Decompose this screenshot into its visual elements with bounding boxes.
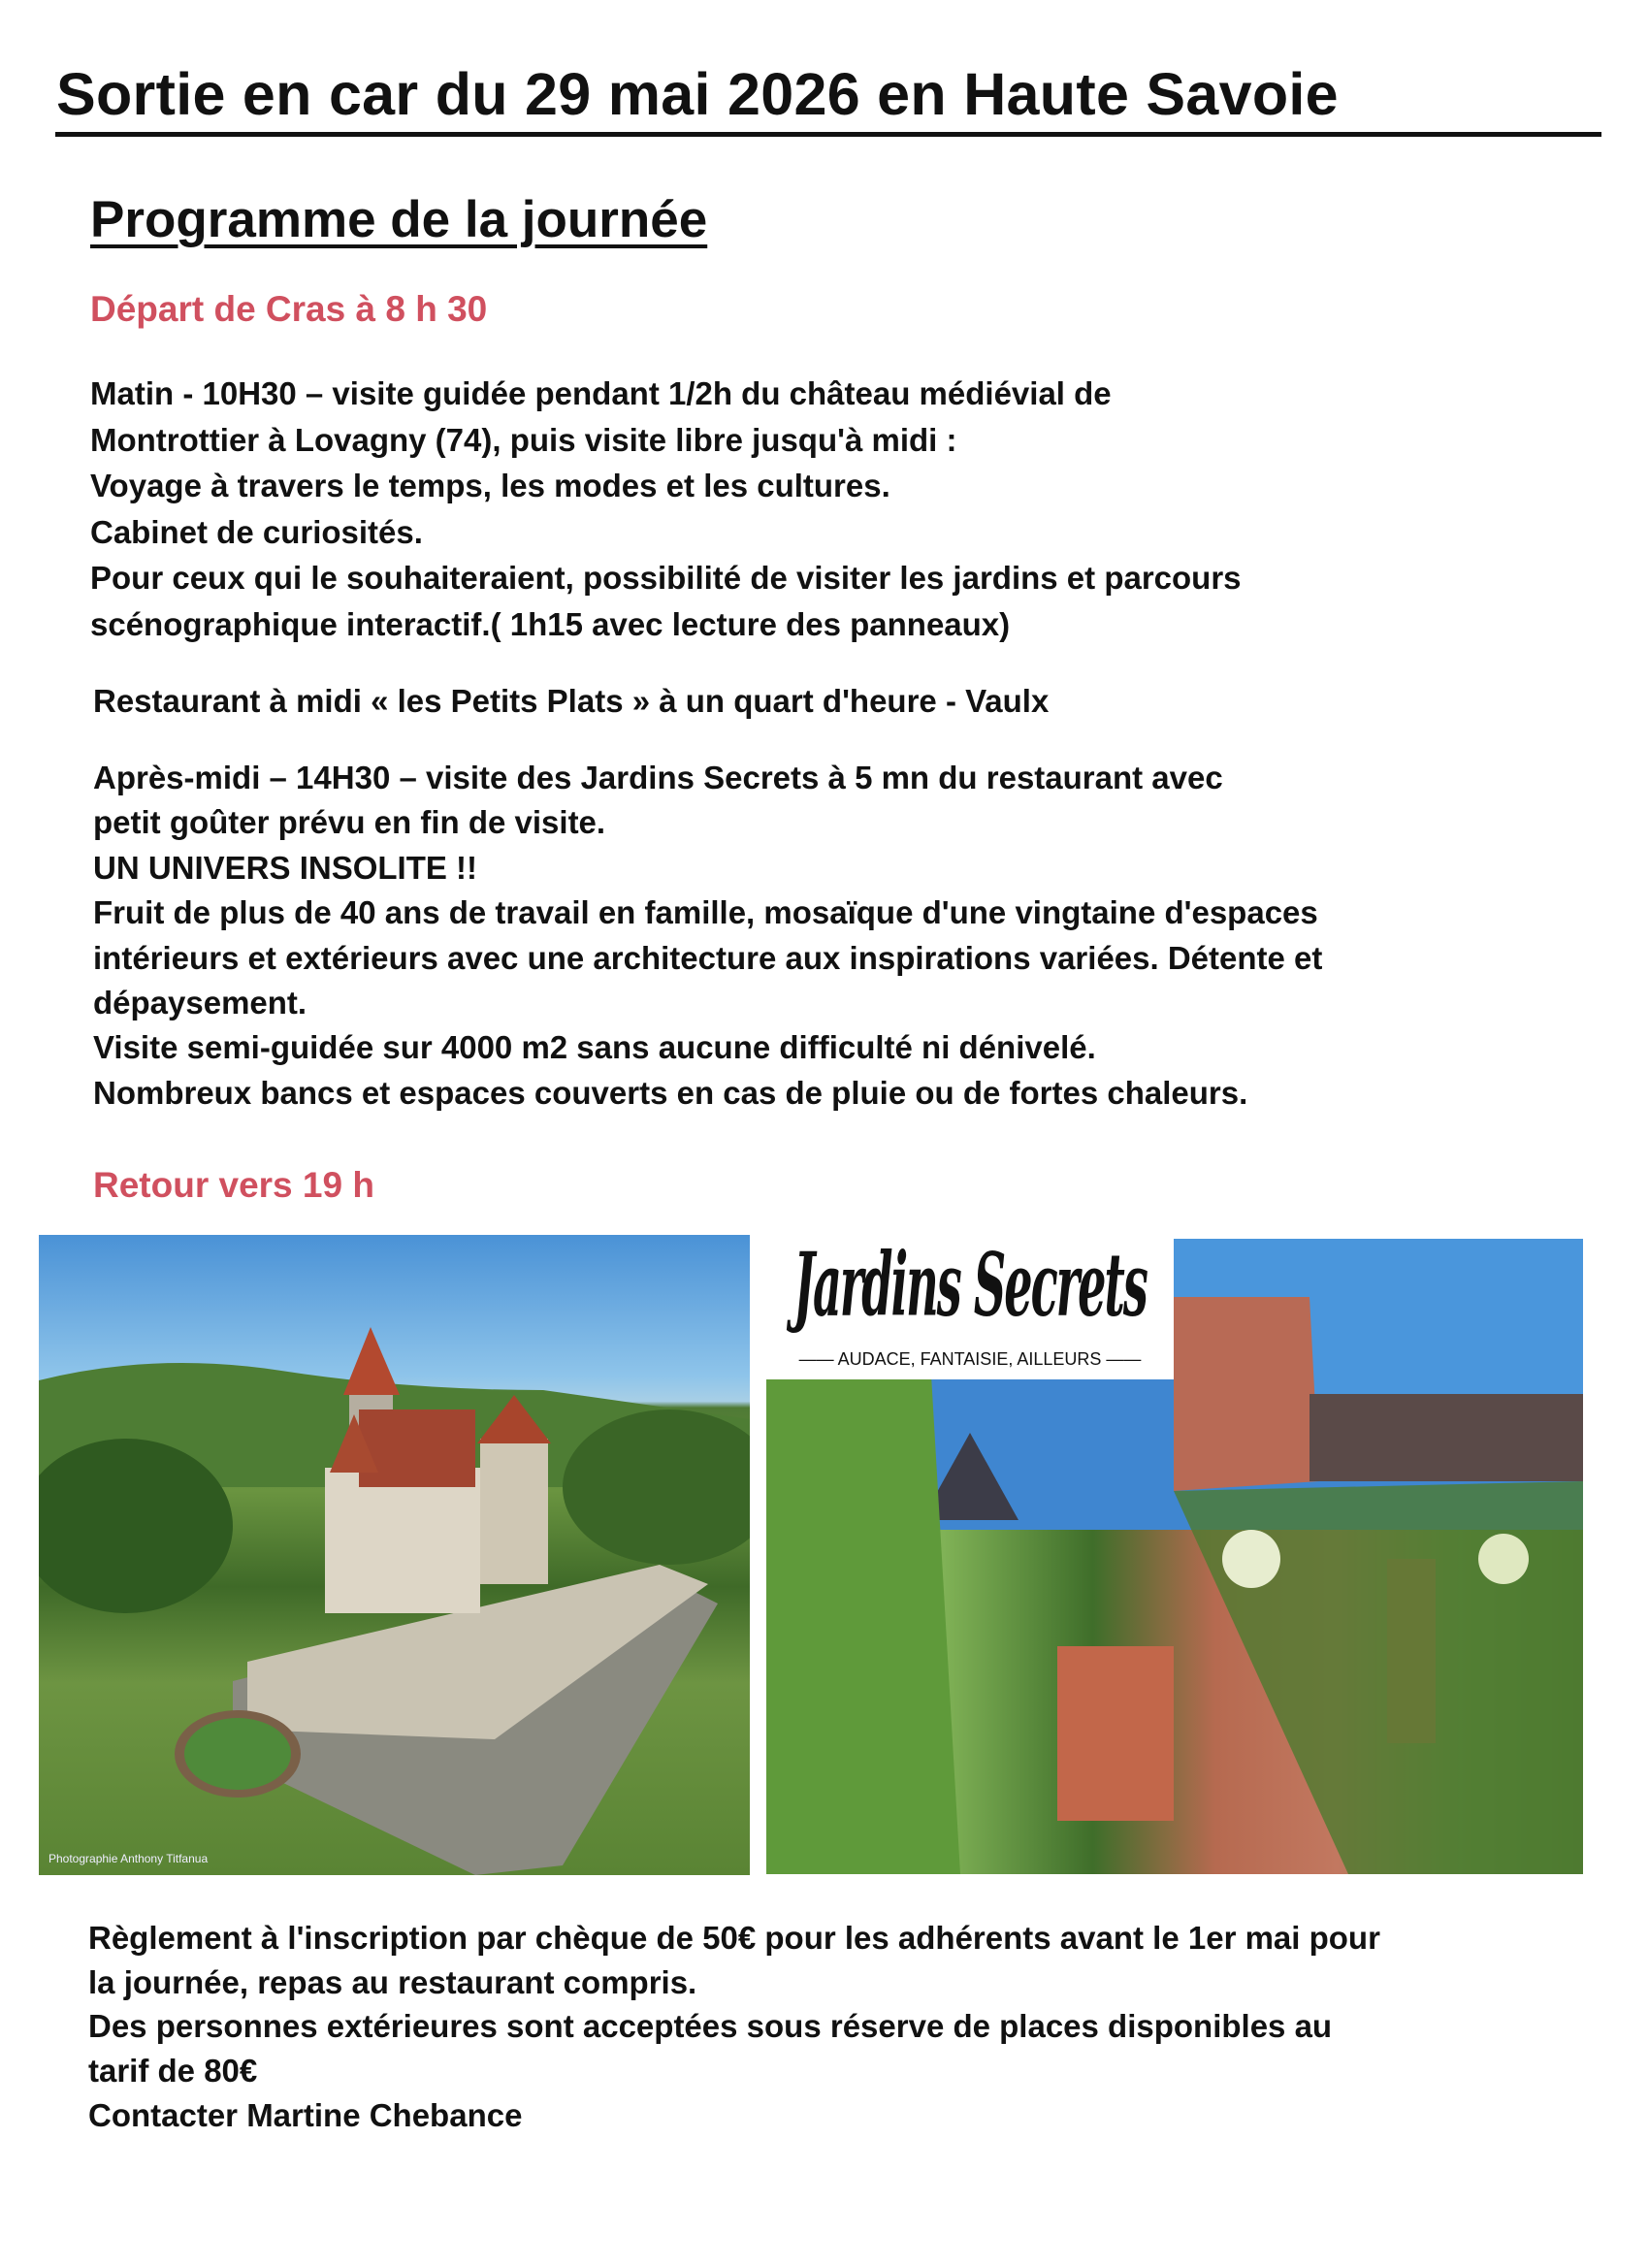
afternoon-line: petit goûter prévu en fin de visite. [93,804,606,841]
payment-line: la journée, repas au restaurant compris. [88,1963,697,2000]
lunch-info: Restaurant à midi « les Petits Plats » à un quart d'heure - Vaulx [93,683,1050,719]
payment-line: Règlement à l'inscription par chèque de 50€ pour les adhérents avant le 1er mai pour [88,1920,1380,1956]
logo-title: Jardins Secrets [793,1232,1147,1336]
afternoon-line: UN UNIVERS INSOLITE !! [93,849,478,886]
return-time: Retour vers 19 h [93,1165,374,1205]
departure-time: Départ de Cras à 8 h 30 [90,289,488,329]
program-heading: Programme de la journée [90,191,708,248]
afternoon-line: dépaysement. [93,984,307,1021]
title-underline [55,132,1601,137]
afternoon-line: Après-midi – 14H30 – visite des Jardins Secrets à 5 mn du restaurant avec [93,760,1223,795]
morning-line: Cabinet de curiosités. [90,513,423,550]
payment-line: Des personnes extérieures sont acceptées sous réserve de places disponibles au [88,2008,1333,2045]
afternoon-line: intérieurs et extérieurs avec une architecture aux inspirations variées. Détente et [93,939,1323,976]
afternoon-line: Fruit de plus de 40 ans de travail en famille, mosaïque d'une vingtaine d'espaces [93,894,1318,931]
afternoon-line: Visite semi-guidée sur 4000 m2 sans aucune difficulté ni dénivelé. [93,1029,1096,1066]
jardins-secrets-logo [766,1232,1174,1379]
contact-line: Contacter Martine Chebance [88,2096,523,2133]
payment-line: tarif de 80€ [88,2053,258,2090]
morning-line: Matin - 10H30 – visite guidée pendant 1/2h du château médiévial de [90,375,1112,411]
afternoon-section [93,756,1322,1116]
photo-credit: Photographie Anthony Titfanua [48,1852,209,1865]
morning-line: scénographique interactif.( 1h15 avec lecture des panneaux) [90,605,1011,642]
morning-line: Voyage à travers le temps, les modes et les cultures. [90,468,890,504]
afternoon-line: Nombreux bancs et espaces couverts en cas de pluie ou de fortes chaleurs. [93,1074,1248,1111]
morning-section [90,371,1242,648]
morning-line: Montrottier à Lovagny (74), puis visite libre jusqu'à midi : [90,421,957,458]
page-title: Sortie en car du 29 mai 2026 en Haute Savoie [56,61,1339,127]
payment-section [88,1916,1380,2137]
castle-photo [39,1235,750,1875]
logo-tagline: —— AUDACE, FANTAISIE, AILLEURS —— [798,1349,1142,1369]
castle-illustration [39,1235,750,1875]
morning-line: Pour ceux qui le souhaiteraient, possibilité de visiter les jardins et parcours [90,560,1242,597]
